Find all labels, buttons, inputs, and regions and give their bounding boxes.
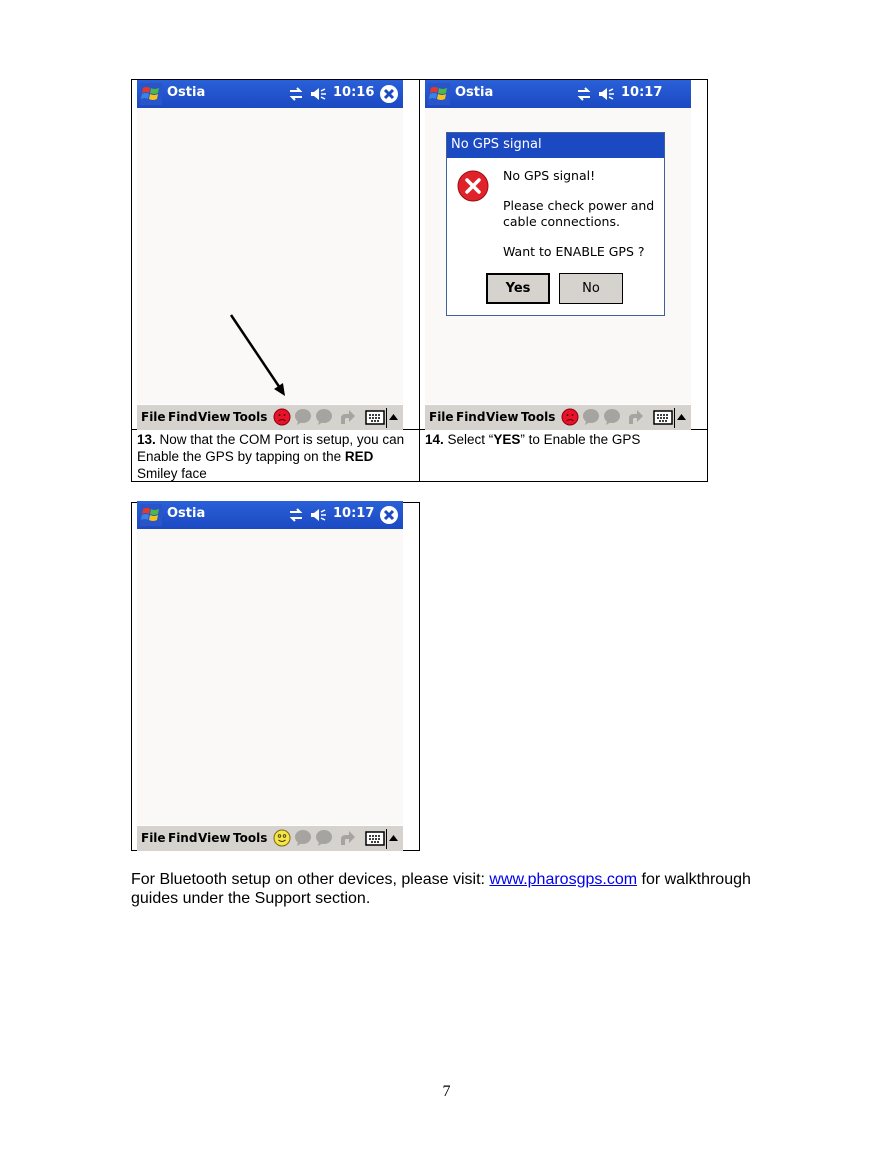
start-menu-icon[interactable] [428,83,450,105]
keyboard-icon[interactable] [365,830,385,847]
step13-caption [137,431,415,482]
title-bar [137,501,403,529]
app-title: Ostia [167,85,206,100]
red-smiley-gps-icon[interactable] [561,408,579,426]
clock-time[interactable]: 10:16 [333,85,375,100]
menu-bar [425,404,691,430]
keyboard-separator [674,408,675,428]
connectivity-icon[interactable] [287,85,305,103]
menu-find[interactable]: Find [168,831,198,845]
note-text: For Bluetooth setup on other devices, please visit: [131,871,490,888]
red-smiley-gps-icon[interactable] [273,408,291,426]
dialog-message-line: cable connections. [503,214,620,229]
start-menu-icon[interactable] [140,83,162,105]
volume-icon[interactable] [309,506,327,524]
step14-text-end: ” to Enable the GPS [520,432,641,447]
dialog-message-heading: No GPS signal! [503,168,596,183]
keyboard-separator [386,408,387,428]
menu-file[interactable]: File [141,410,166,424]
yellow-smiley-gps-icon[interactable] [273,829,291,847]
keyboard-separator [386,829,387,849]
connectivity-icon[interactable] [575,85,593,103]
title-bar [425,80,691,108]
chat-bubble-icon[interactable] [294,408,312,426]
pda-screen-gps-enabled [137,501,403,851]
error-icon [457,170,489,202]
start-menu-icon[interactable] [140,504,162,526]
menu-tools[interactable]: Tools [233,831,268,845]
connectivity-icon[interactable] [287,506,305,524]
chat-bubble-icon[interactable] [315,829,333,847]
volume-icon[interactable] [597,85,615,103]
forward-arrow-icon[interactable] [626,408,644,426]
step14-text: Select “ [443,432,494,447]
input-menu-arrow-icon[interactable] [389,834,398,842]
clock-time[interactable]: 10:17 [333,506,375,521]
menu-view[interactable]: View [198,410,231,424]
no-button[interactable]: No [559,273,623,304]
note-text-end: for walkthrough guides under the Support section. [131,871,751,907]
menu-find[interactable]: Find [168,410,198,424]
clock-time[interactable]: 10:17 [621,85,663,100]
dialog-title: No GPS signal [451,137,542,152]
close-icon[interactable] [379,84,399,104]
close-icon[interactable] [379,505,399,525]
pharosgps-link[interactable]: www.pharosgps.com [489,871,638,888]
forward-arrow-icon[interactable] [338,829,356,847]
step14-caption [425,431,703,448]
input-menu-arrow-icon[interactable] [677,413,686,421]
dialog-message-line: Please check power and [503,198,655,213]
step14-number: 14. [425,432,444,447]
step13-red-emphasis: RED [344,449,374,464]
title-bar [137,80,403,108]
menu-bar [137,825,403,851]
bluetooth-setup-note [131,870,751,908]
step13-number: 13. [137,432,156,447]
pda-screen-step14 [425,80,691,430]
input-menu-arrow-icon[interactable] [389,413,398,421]
table-center-divider [419,79,420,482]
menu-view[interactable]: View [486,410,519,424]
dialog-question: Want to ENABLE GPS ? [503,244,645,259]
app-title: Ostia [455,85,494,100]
yes-button[interactable]: Yes [486,273,550,304]
chat-bubble-icon[interactable] [294,829,312,847]
forward-arrow-icon[interactable] [338,408,356,426]
menu-file[interactable]: File [141,831,166,845]
app-title: Ostia [167,506,206,521]
chat-bubble-icon[interactable] [603,408,621,426]
step14-yes-emphasis: YES [493,432,521,447]
dialog-title-bar [447,133,664,158]
no-gps-dialog [446,132,665,316]
menu-file[interactable]: File [429,410,454,424]
menu-tools[interactable]: Tools [233,410,268,424]
menu-bar [137,404,403,430]
pointer-arrow-annotation [225,310,295,400]
menu-view[interactable]: View [198,831,231,845]
chat-bubble-icon[interactable] [582,408,600,426]
menu-find[interactable]: Find [456,410,486,424]
step13-text: Now that the COM Port is setup, you can Enable the GPS by tapping on the [137,432,405,464]
step13-text-end: Smiley face [137,466,207,481]
volume-icon[interactable] [309,85,327,103]
keyboard-icon[interactable] [365,409,385,426]
keyboard-icon[interactable] [653,409,673,426]
menu-tools[interactable]: Tools [521,410,556,424]
chat-bubble-icon[interactable] [315,408,333,426]
page-number: 7 [442,1083,451,1100]
